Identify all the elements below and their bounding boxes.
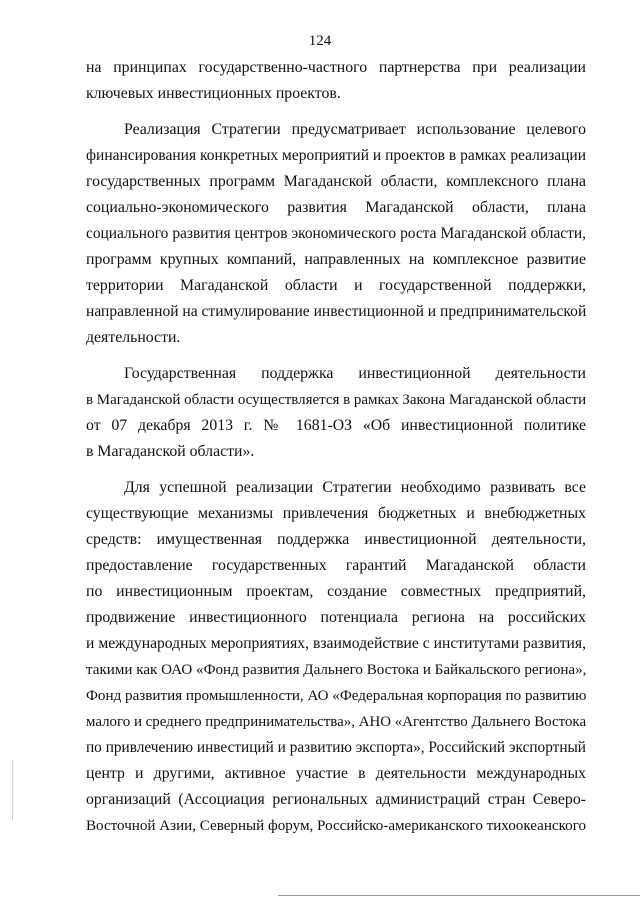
text-line: организаций (Ассоциация региональных администраций стран Северо- bbox=[86, 791, 586, 808]
text-line: государственных программ Магаданской области, комплексного плана bbox=[86, 173, 586, 190]
text-line: социально-экономического развития Магаданской области, плана bbox=[86, 199, 586, 216]
text-line: на принципах государственно-частного партнерства при реализации bbox=[86, 59, 586, 76]
text-line: Для успешной реализации Стратегии необходимо развивать все bbox=[124, 479, 586, 496]
paragraph bbox=[86, 117, 586, 351]
text-line: Восточной Азии, Северный форум, Российско-американского тихоокеанского bbox=[86, 818, 587, 834]
text-line: средств: имущественная поддержка инвестиционной деятельности, bbox=[86, 531, 586, 548]
text-line: в Магаданской области». bbox=[86, 443, 255, 460]
text-line: малого и среднего предпринимательства», АНО «Агентство Дальнего Востока bbox=[86, 714, 587, 730]
paragraph bbox=[86, 361, 586, 465]
text-line: территории Магаданской области и государственной поддержки, bbox=[86, 277, 586, 294]
scan-margin-mark bbox=[12, 760, 13, 820]
scan-edge-line bbox=[278, 895, 640, 896]
text-line: Фонд развития промышленности, АО «Федеральная корпорация по развитию bbox=[86, 688, 587, 704]
text-line: продвижение инвестиционного потенциала региона на российских bbox=[86, 609, 586, 626]
text-line: и международных мероприятиях, взаимодействие с институтами развития, bbox=[86, 635, 586, 652]
text-line: в Магаданской области осуществляется в рамках Закона Магаданской области bbox=[86, 392, 587, 408]
text-line: социального развития центров экономического роста Магаданской области, bbox=[86, 225, 586, 242]
text-line: деятельности. bbox=[86, 329, 181, 346]
text-line: от 07 декабря 2013 г. № 1681-ОЗ «Об инвестиционной политике bbox=[86, 417, 586, 434]
document-body bbox=[86, 55, 586, 839]
paragraph bbox=[86, 475, 586, 839]
text-line: ключевых инвестиционных проектов. bbox=[86, 85, 341, 102]
text-line: центр и другими, активное участие в деятельности международных bbox=[86, 765, 586, 782]
text-line: Государственная поддержка инвестиционной деятельности bbox=[124, 365, 586, 382]
text-line: направленной на стимулирование инвестиционной и предпринимательской bbox=[86, 303, 587, 320]
text-line: такими как ОАО «Фонд развития Дальнего Востока и Байкальского региона», bbox=[86, 662, 587, 678]
text-line: по привлечению инвестиций и развитию экспорта», Российский экспортный bbox=[86, 739, 586, 756]
text-line: программ крупных компаний, направленных на комплексное развитие bbox=[86, 251, 586, 268]
text-line: существующие механизмы привлечения бюджетных и внебюджетных bbox=[86, 505, 586, 522]
paragraph bbox=[86, 55, 586, 107]
text-line: по инвестиционным проектам, создание совместных предприятий, bbox=[86, 583, 586, 600]
text-line: Реализация Стратегии предусматривает использование целевого bbox=[124, 121, 586, 138]
text-line: финансирования конкретных мероприятий и проектов в рамках реализации bbox=[86, 147, 586, 164]
page-number: 124 bbox=[308, 33, 332, 49]
text-line: предоставление государственных гарантий Магаданской области bbox=[86, 557, 586, 574]
